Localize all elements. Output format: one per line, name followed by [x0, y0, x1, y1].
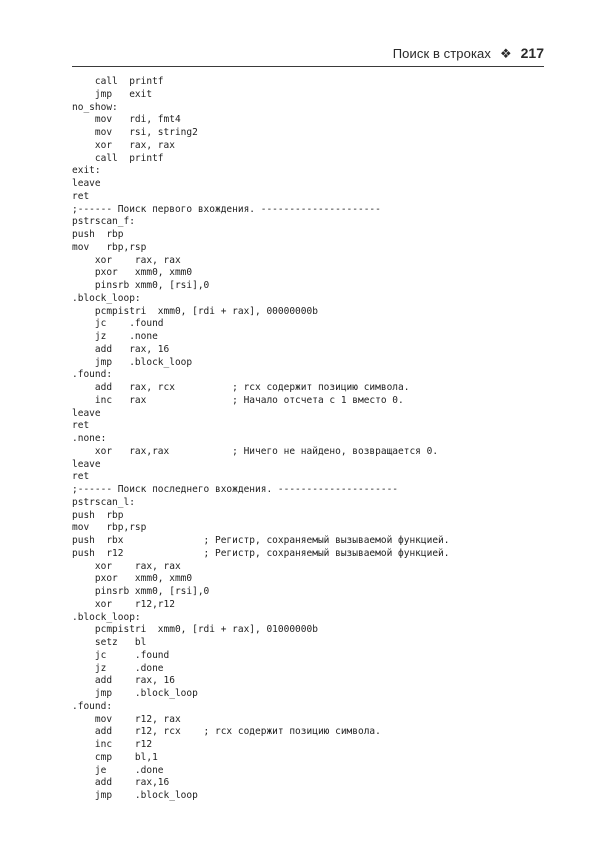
page-header: [72, 44, 544, 67]
code-line: .block_loop:: [72, 611, 141, 623]
code-line: xor rax, rax: [72, 139, 175, 151]
code-line: leave: [72, 458, 101, 470]
code-line: push rbp: [72, 509, 124, 521]
code-line: .found:: [72, 700, 113, 712]
code-line: leave: [72, 407, 101, 419]
code-line: jc .found: [72, 318, 164, 330]
code-line: add r12, rcx ; rcx содержит позицию символа.: [72, 726, 381, 738]
code-line: mov r12, rax: [72, 713, 181, 725]
code-line: cmp bl,1: [72, 751, 158, 763]
code-line: no_show:: [72, 101, 118, 113]
code-line: .block_loop:: [72, 292, 141, 304]
code-line: jmp .block_loop: [72, 688, 198, 699]
code-line: mov rbp,rsp: [72, 241, 147, 253]
code-line: jc .found: [72, 649, 170, 661]
code-line: leave: [72, 178, 101, 189]
running-title: Поиск в строках: [392, 45, 491, 61]
header-wrap: [393, 45, 544, 61]
code-line: pcmpistri xmm0, [rdi + rax], 00000000b: [72, 305, 318, 317]
code-line: xor r12,r12: [72, 598, 175, 610]
code-line: pstrscan_l:: [72, 496, 135, 508]
code-line: push rbp: [72, 229, 124, 240]
code-line: je .done: [72, 764, 164, 776]
code-line: .none:: [72, 433, 107, 444]
code-line: jz .done: [72, 662, 164, 674]
code-line: call printf: [72, 152, 164, 164]
code-line: xor rax, rax: [72, 254, 181, 266]
code-line: xor rax,rax ; Ничего не найдено, возвращается 0.: [72, 445, 439, 457]
code-line: setz bl: [72, 637, 147, 648]
code-line: pcmpistri xmm0, [rdi + rax], 01000000b: [72, 624, 318, 636]
code-line: ;------ Поиск первого вхождения. ---------------------: [72, 203, 381, 215]
code-line: pxor xmm0, xmm0: [72, 267, 193, 279]
code-listing: [72, 76, 542, 803]
code-line: pinsrb xmm0, [rsi],0: [72, 280, 210, 291]
code-line: add rax, 16: [72, 343, 170, 355]
code-line: pstrscan_f:: [72, 216, 135, 228]
code-line: pxor xmm0, xmm0: [72, 573, 193, 585]
code-line: push rbx ; Регистр, сохраняемый вызываемой функцией.: [72, 535, 450, 546]
code-line: add rax,16: [72, 777, 170, 789]
code-line: ret: [72, 471, 90, 483]
page-number: 217: [520, 45, 544, 61]
code-line: add rax, rcx ; rcx содержит позицию символа.: [72, 382, 410, 393]
code-line: jz .none: [72, 331, 158, 342]
code-line: exit:: [72, 165, 101, 177]
code-line: ret: [72, 420, 90, 432]
code-line: push r12 ; Регистр, сохраняемый вызываемой функцией.: [72, 547, 450, 559]
code-line: mov rbp,rsp: [72, 522, 147, 534]
code-line: ;------ Поиск последнего вхождения. ---------------------: [72, 484, 399, 495]
code-line: jmp exit: [72, 88, 153, 100]
code-line: inc r12: [72, 739, 153, 750]
code-line: .found:: [72, 369, 113, 381]
code-line: inc rax ; Начало отсчета с 1 вместо 0.: [72, 394, 404, 406]
code-line: jmp .block_loop: [72, 790, 198, 801]
code-line: xor rax, rax: [72, 560, 181, 572]
diamond-ornament-icon: ❖: [499, 45, 512, 61]
code-line: jmp .block_loop: [72, 356, 193, 368]
code-line: mov rdi, fmt4: [72, 114, 181, 126]
code-line: pinsrb xmm0, [rsi],0: [72, 586, 210, 597]
code-line: mov rsi, string2: [72, 127, 198, 138]
code-line: add rax, 16: [72, 675, 175, 687]
code-line: ret: [72, 190, 90, 202]
code-line: call printf: [72, 76, 164, 87]
